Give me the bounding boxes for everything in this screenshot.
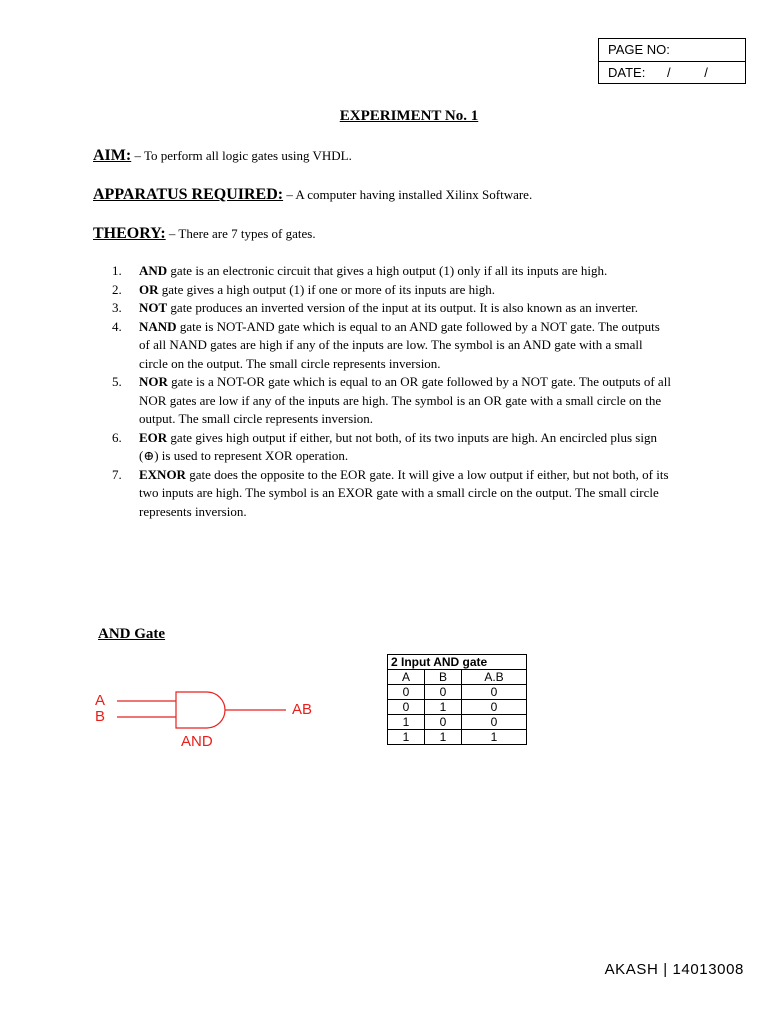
gate-item-nand xyxy=(112,318,672,374)
and-gate-diagram xyxy=(90,680,330,752)
list-number: 6. xyxy=(112,429,122,445)
table-row xyxy=(388,730,527,745)
column-header: A xyxy=(388,670,425,685)
gate-name: NOT xyxy=(139,300,168,315)
list-number: 4. xyxy=(112,318,122,334)
table-cell: 0 xyxy=(462,700,527,715)
and-truth-table xyxy=(387,654,527,745)
table-cell: 0 xyxy=(462,685,527,700)
table-row xyxy=(388,715,527,730)
apparatus-line xyxy=(93,186,532,204)
gate-description: gate produces an inverted version of the input at its output. It is also known as an inverter. xyxy=(167,300,638,315)
table-cell: 1 xyxy=(388,730,425,745)
and-gate-heading: AND Gate xyxy=(98,626,166,642)
gate-description: gate is NOT-AND gate which is equal to an AND gate followed by a NOT gate. The outputs of all NAND gates are high if any of the inputs are low. The symbol is an AND gate with a small circle on the output. The small circle represents inversion. xyxy=(139,318,660,371)
date-label: DATE: xyxy=(608,65,646,80)
table-cell: 0 xyxy=(388,685,425,700)
gate-item-or xyxy=(112,281,672,300)
input-a-label: A xyxy=(95,692,106,709)
table-cell: 1 xyxy=(388,715,425,730)
gate-description: gate is a NOT-OR gate which is equal to an OR gate followed by a NOT gate. The outputs of all NOR gates are low if any of the inputs are high. The symbol is an OR gate with a small circle on the output. The small circle represents inversion. xyxy=(139,374,671,426)
list-number: 7. xyxy=(112,466,122,482)
gate-name: EXNOR xyxy=(139,466,186,482)
gate-name: OR xyxy=(139,281,159,297)
apparatus-text: – A computer having installed Xilinx Software. xyxy=(283,187,533,202)
table-cell: 0 xyxy=(425,685,462,700)
list-number: 2. xyxy=(112,281,122,297)
gate-type-label: AND xyxy=(181,733,213,750)
theory-line xyxy=(93,225,316,243)
gate-name: AND xyxy=(139,263,168,278)
aim-text: – To perform all logic gates using VHDL. xyxy=(131,148,352,163)
gate-description: gate gives a high output (1) if one or more of its inputs are high. xyxy=(158,281,495,297)
footer-author: AKASH | 14013008 xyxy=(604,961,744,978)
list-number: 1. xyxy=(112,263,122,278)
page-date-box xyxy=(598,38,746,84)
input-b-label: B xyxy=(95,708,106,725)
experiment-title: EXPERIMENT No. 1 xyxy=(339,108,479,124)
aim-label: AIM: xyxy=(93,147,132,164)
table-cell: 0 xyxy=(388,700,425,715)
theory-label: THEORY: xyxy=(93,225,166,242)
gate-name: NAND xyxy=(139,318,177,334)
and-gate-symbol xyxy=(176,692,225,728)
table-row xyxy=(388,700,527,715)
gate-description: gate does the opposite to the EOR gate. It will give a low output if either, but not both, of its two inputs are high. The symbol is an EXOR gate with a small circle on the output. The small circle represents inversion. xyxy=(139,466,669,519)
date-separator-2: / xyxy=(704,65,708,80)
table-cell: 1 xyxy=(425,730,462,745)
gate-item-nor xyxy=(112,373,672,429)
table-caption-row xyxy=(388,655,527,670)
apparatus-label: APPARATUS REQUIRED: xyxy=(93,186,284,203)
date-row xyxy=(599,61,745,84)
gate-name: NOR xyxy=(139,374,168,389)
table-cell: 1 xyxy=(462,730,527,745)
table-cell: 0 xyxy=(462,715,527,730)
gate-item-and xyxy=(112,262,672,281)
list-number: 5. xyxy=(112,374,122,389)
table-caption: 2 Input AND gate xyxy=(388,655,527,670)
table-row xyxy=(388,685,527,700)
gate-description: gate gives high output if either, but not both, of its two inputs are high. An encircled plus sign (⊕) is used to represent XOR operation. xyxy=(139,429,657,463)
gate-item-not xyxy=(112,299,672,318)
date-separator-1: / xyxy=(666,65,671,80)
gate-item-eor xyxy=(112,429,672,466)
page-no-label: PAGE NO: xyxy=(608,42,670,57)
column-header: B xyxy=(425,670,462,685)
table-cell: 1 xyxy=(425,700,462,715)
table-header-row xyxy=(388,670,527,685)
theory-text: – There are 7 types of gates. xyxy=(165,226,316,241)
gate-list xyxy=(112,262,672,521)
gate-name: EOR xyxy=(139,429,168,445)
gate-item-exnor xyxy=(112,466,672,522)
list-number: 3. xyxy=(112,300,122,315)
output-label: AB xyxy=(292,701,313,718)
table-cell: 0 xyxy=(425,715,462,730)
gate-description: gate is an electronic circuit that gives a high output (1) only if all its inputs are high. xyxy=(167,263,608,278)
column-header: A.B xyxy=(462,670,527,685)
aim-line xyxy=(93,147,352,165)
